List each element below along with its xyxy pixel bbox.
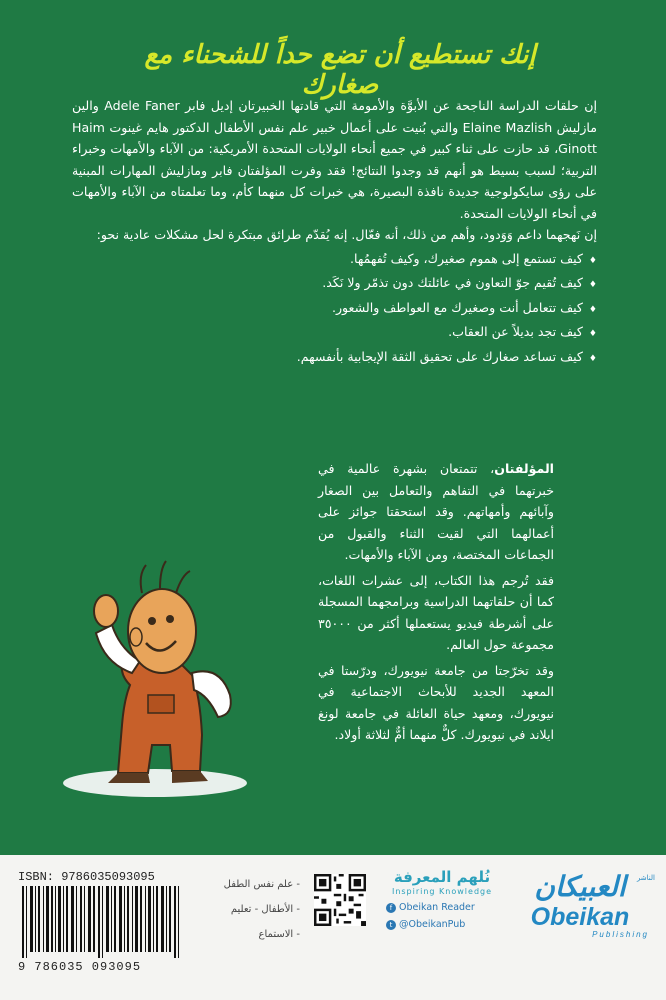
inspiring-knowledge-block bbox=[386, 868, 498, 930]
logo-english: Obeikan bbox=[530, 903, 630, 931]
authors-bio bbox=[318, 458, 554, 750]
subject-item: - الاستماع bbox=[258, 929, 300, 940]
bullet-item: ♦ كيف تستمع إلى هموم صغيرك، وكيف تُفهمُها. bbox=[72, 248, 597, 273]
authors-intro bbox=[318, 458, 554, 566]
isbn-label: ISBN: 9786035093095 bbox=[18, 870, 155, 884]
subject-item: - الأطفال - تعليم bbox=[230, 904, 300, 915]
overalls-pocket bbox=[148, 695, 174, 713]
bullet-item: ♦ كيف تتعامل أنت وصغيرك مع العواطف والشعور. bbox=[72, 297, 597, 322]
twitter-icon: t bbox=[386, 920, 396, 930]
paragraph-intro: إن حلقات الدراسة الناجحة عن الأبوَّة والأمومة التي قادتها الخبيرتان إديل فابر Adele Faner والين مازليش Elaine Mazlish والتي بُنيت على أعمال خبير علم نفس الأطفال الدكتور هايم غينوت Haim Ginott، قد حازت على ثناء كبير في جميع أنحاء الولايات المتحدة الأمريكية: من الآباء والأمهات وخبراء التربية؛ لسبب بسيط هو أنهم قد وجدوا النتائج! فقد وفرت المؤلفتان فابر ومازليش المهارات المبنية على رؤى سايكولوجية جديدة نافذة البصيرة، هي خبرات كل منهما كأم، وما تعلمتاه من الآباء والأمهات في أنحاء الولايات المتحدة. bbox=[72, 98, 598, 221]
subject-item: - علم نفس الطفل bbox=[223, 879, 300, 890]
social-twitter[interactable] bbox=[386, 919, 498, 930]
isbn-digits: 9 786035 093095 bbox=[18, 960, 142, 974]
bullet-item: ♦ كيف تُقيم جوّ التعاون في عائلتك دون تذمّر ولا نَكَد. bbox=[72, 272, 597, 297]
overalls bbox=[118, 657, 202, 773]
authors-lead: المؤلفتان bbox=[494, 461, 554, 476]
bullet-item: ♦ كيف تساعد صغارك على تحقيق الثقة الإيجابية بأنفسهم. bbox=[72, 346, 597, 371]
ground-shadow bbox=[63, 769, 247, 797]
bullet-list bbox=[72, 248, 597, 371]
facebook-handle: Obeikan Reader bbox=[399, 902, 475, 913]
barcode-icon bbox=[18, 886, 188, 958]
qr-code-icon[interactable] bbox=[314, 874, 366, 926]
authors-text: ، تتمتعان بشهرة عالمية في خبرتهما في التفاهم والتعامل بين الصغار وآبائهم وأمهاتهم. وقد استحقتا جوائز على أعمالهما التي لقيت الثناء والقبول من الجماعات المختصة، ومن الآباء والأمهات. bbox=[318, 461, 554, 562]
facebook-icon: f bbox=[386, 903, 396, 913]
authors-translations: فقد تُرجم هذا الكتاب، إلى عشرات اللغات، كما أن حلقاتهما الدراسية وبرامجهما المسجلة على أشرطة فيديو يستعملها أكثر من ٣٥٠٠٠ مجموعة حول العالم. bbox=[318, 572, 554, 652]
raised-hand bbox=[94, 595, 118, 627]
subject-list bbox=[190, 872, 300, 947]
cartoon-child-illustration bbox=[60, 545, 260, 800]
bullet-item: ♦ كيف تجد بديلاً عن العقاب. bbox=[72, 321, 597, 346]
ear bbox=[130, 628, 142, 646]
publisher-logo bbox=[505, 870, 655, 965]
paragraph-approach: إن نَهجهما داعم وَوَدود، وأهم من ذلك، أنه فعّال. إنه يُقدّم طرائق مبتكرة لحل مشكلات عادية نحو: bbox=[96, 227, 597, 242]
left-eye bbox=[148, 617, 156, 625]
mark-english: Inspiring Knowledge bbox=[391, 887, 493, 896]
logo-arabic: العبيكان bbox=[534, 870, 626, 903]
right-eye bbox=[166, 615, 174, 623]
headline: إنك تستطيع أن تضع حداً للشحناء مع صغارك bbox=[144, 40, 536, 100]
authors-education: وقد تخرّجتا من جامعة نيويورك، ودرّستا في المعهد الجديد للأبحاث الاجتماعية في نيويورك، ومعهد حياة العائلة في جامعة لونغ ايلاند في نيويورك. كلٌّ منهما أمٌّ لثلاثة أولاد. bbox=[318, 662, 554, 742]
social-facebook[interactable] bbox=[386, 902, 498, 913]
twitter-handle: @ObeikanPub bbox=[399, 919, 466, 930]
logo-tag: الناشر bbox=[636, 874, 655, 882]
logo-publishing: Publishing bbox=[592, 930, 649, 939]
description bbox=[72, 95, 597, 370]
barcode bbox=[18, 868, 188, 974]
mark-arabic: نُلهم المعرفة bbox=[393, 868, 491, 886]
